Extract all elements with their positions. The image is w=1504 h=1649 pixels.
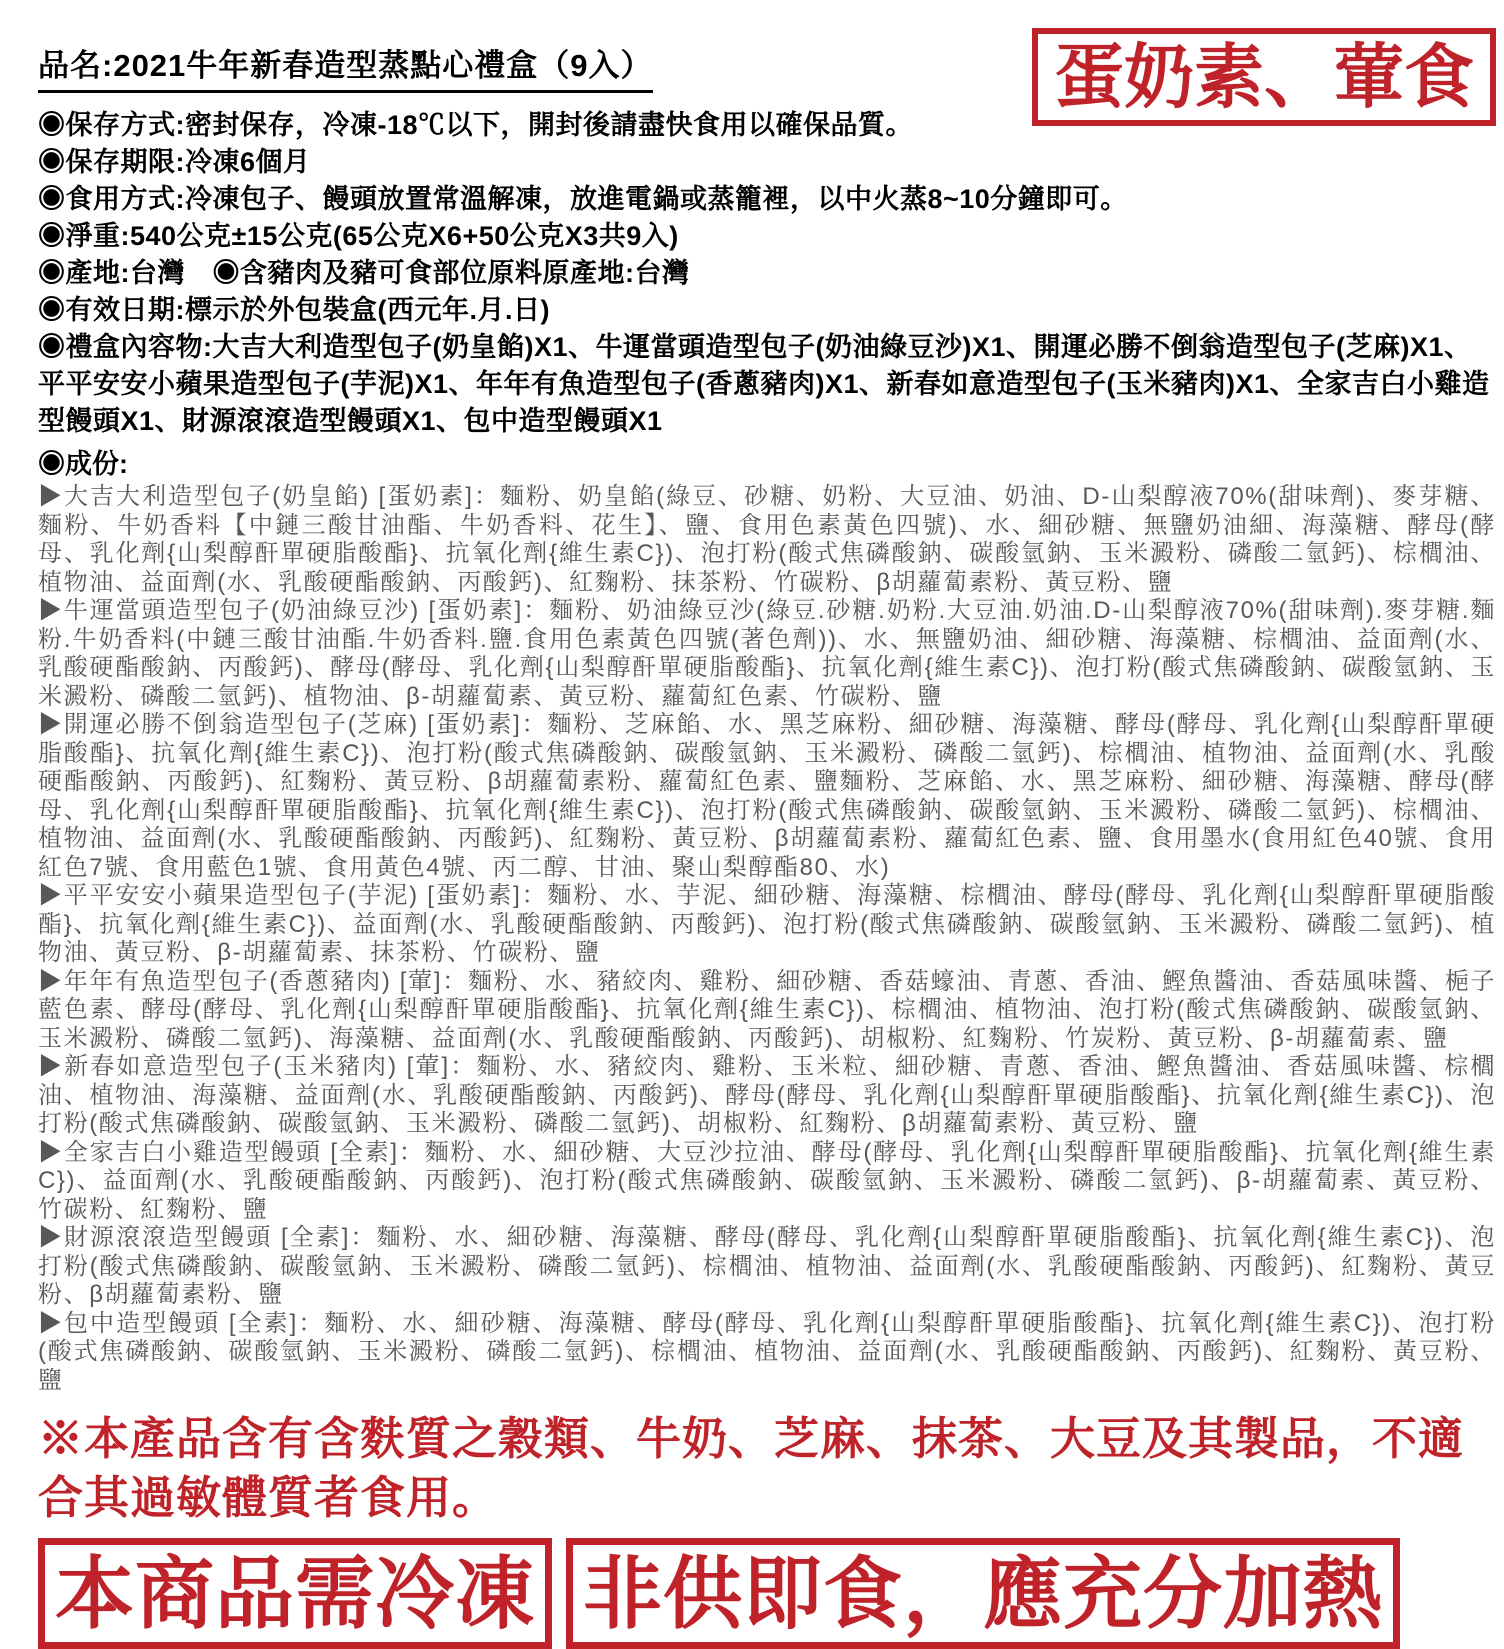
info-line-origin: ◉產地:台灣 ◉含豬肉及豬可食部位原料原產地:台灣 xyxy=(38,258,690,288)
ingredient-item-apple-taro-bun: ▶平平安安小蘋果造型包子(芋泥) [蛋奶素]：麵粉、水、芋泥、細砂糖、海藻糖、棕櫚油、酵母(酵母、乳化劑{山梨醇酐單硬脂酸酯}、抗氧化劑{維生素C})、益面劑(水、乳酸硬酯酸鈉、丙酸鈣)、泡打粉(酸式焦磷酸鈉、碳酸氫鈉、玉米澱粉、磷酸二氫鈣)、植物油、黃豆粉、β-胡蘿蔔素、抹茶粉、竹碳粉、鹽 xyxy=(38,882,1496,966)
allergen-warning: ※本產品含有含麩質之穀類、牛奶、芝麻、抹茶、大豆及其製品，不適合其過敏體質者食用。 xyxy=(38,1413,1465,1524)
info-line-expiry-date: ◉有效日期:標示於外包裝盒(西元年.月.日) xyxy=(38,295,550,325)
info-line-net-weight: ◉淨重:540公克±15公克(65公克X6+50公克X3共9入) xyxy=(38,221,679,251)
info-line-shelf-life: ◉保存期限:冷凍6個月 xyxy=(38,147,311,177)
bottom-notices xyxy=(38,1538,1496,1649)
ingredient-item-chick-mantou: ▶全家吉白小雞造型饅頭 [全素]：麵粉、水、細砂糖、大豆沙拉油、酵母(酵母、乳化劑{山梨醇酐單硬脂酸酯}、抗氧化劑{維生素C})、益面劑(水、乳酸硬酯酸鈉、丙酸鈣)、泡打粉(酸式焦磷酸鈉、碳酸氫鈉、玉米澱粉、磷酸二氫鈣)、β-胡蘿蔔素、黃豆粉、竹碳粉、紅麴粉、鹽 xyxy=(38,1138,1496,1223)
diet-type-badge: 蛋奶素、葷食 xyxy=(1032,28,1496,126)
ingredient-item-dajidali-bun: ▶大吉大利造型包子(奶皇餡) [蛋奶素]：麵粉、奶皇餡(綠豆、砂糖、奶粉、大豆油、奶油、D-山梨醇液70%(甜味劑)、麥芽糖、麵粉、牛奶香料【中鏈三酸甘油酯、牛奶香料、花生】、鹽、食用色素黃色四號)、水、細砂糖、無鹽奶油細、海藻糖、酵母(酵母、乳化劑{山梨醇酐單硬脂酸酯}、抗氧化劑{維生素C})、泡打粉(酸式焦磷酸鈉、碳酸氫鈉、玉米澱粉、磷酸二氫鈣)、棕櫚油、植物油、益面劑(水、乳酸硬酯酸鈉、丙酸鈣)、紅麴粉、抹茶粉、竹碳粉、β胡蘿蔔素粉、黃豆粉、鹽 xyxy=(38,483,1496,596)
ingredient-item-fish-pork-bun: ▶年年有魚造型包子(香蔥豬肉) [葷]：麵粉、水、豬絞肉、雞粉、細砂糖、香菇蠔油、青蔥、香油、鰹魚醬油、香菇風味醬、梔子藍色素、酵母(酵母、乳化劑{山梨醇酐單硬脂酸酯}、抗氧化劑{維生素C})、棕櫚油、植物油、泡打粉(酸式焦磷酸鈉、碳酸氫鈉、玉米澱粉、磷酸二氫鈣)、海藻糖、益面劑(水、乳酸硬酯酸鈉、丙酸鈣)、胡椒粉、紅麴粉、竹炭粉、黃豆粉、β-胡蘿蔔素、鹽 xyxy=(38,967,1496,1052)
ingredient-item-niuyundangtou-bun: ▶牛運當頭造型包子(奶油綠豆沙) [蛋奶素]：麵粉、奶油綠豆沙(綠豆.砂糖.奶粉.大豆油.奶油.D-山梨醇液70%(甜味劑).麥芽糖.麵粉.牛奶香料(中鏈三酸甘油酯.牛奶香料.鹽.食用色素黃色四號(著色劑))、水、無鹽奶油、細砂糖、海藻糖、棕櫚油、益面劑(水、乳酸硬酯酸鈉、丙酸鈣)、酵母(酵母、乳化劑{山梨醇酐單硬脂酸酯}、抗氧化劑{維生素C})、泡打粉(酸式焦磷酸鈉、碳酸氫鈉、玉米澱粉、磷酸二氫鈣)、植物油、β-胡蘿蔔素、黃豆粉、蘿蔔紅色素、竹碳粉、鹽 xyxy=(38,597,1497,710)
info-line-storage-method: ◉保存方式:密封保存，冷凍-18℃以下，開封後請盡快食用以確保品質。 xyxy=(38,110,914,140)
ingredient-item-caiyuan-mantou: ▶財源滾滾造型饅頭 [全素]：麵粉、水、細砂糖、海藻糖、酵母(酵母、乳化劑{山梨醇酐單硬脂酸酯}、抗氧化劑{維生素C})、泡打粉(酸式焦磷酸鈉、碳酸氫鈉、玉米澱粉、磷酸二氫鈣)、棕櫚油、植物油、益面劑(水、乳酸硬酯酸鈉、丙酸鈣)、紅麴粉、黃豆粉、β胡蘿蔔素粉、鹽 xyxy=(38,1224,1496,1308)
info-line-consumption-method: ◉食用方式:冷凍包子、饅頭放置常溫解凍，放進電鍋或蒸籠裡，以中火蒸8~10分鐘即可。 xyxy=(38,184,1128,214)
ingredient-item-tumbler-sesame-bun: ▶開運必勝不倒翁造型包子(芝麻) [蛋奶素]：麵粉、芝麻餡、水、黑芝麻粉、細砂糖、海藻糖、酵母(酵母、乳化劑{山梨醇酐單硬脂酸酯}、抗氧化劑{維生素C})、泡打粉(酸式焦磷酸鈉、碳酸氫鈉、玉米澱粉、磷酸二氫鈣)、棕櫚油、植物油、益面劑(水、乳酸硬酯酸鈉、丙酸鈣)、紅麴粉、黃豆粉、β胡蘿蔔素粉、蘿蔔紅色素、鹽麵粉、芝麻餡、水、黑芝麻粉、細砂糖、海藻糖、酵母(酵母、乳化劑{山梨醇酐單硬脂酸酯}、抗氧化劑{維生素C})、泡打粉(酸式焦磷酸鈉、碳酸氫鈉、玉米澱粉、磷酸二氫鈣)、棕櫚油、植物油、益面劑(水、乳酸硬酯酸鈉、丙酸鈣)、紅麴粉、黃豆粉、β胡蘿蔔素粉、蘿蔔紅色素、鹽、食用墨水(食用紅色40號、食用紅色7號、食用藍色1號、食用黃色4號、丙二醇、甘油、聚山梨醇酯80、水) xyxy=(38,711,1496,881)
info-line-box-contents: ◉禮盒內容物:大吉大利造型包子(奶皇餡)X1、牛運當頭造型包子(奶油綠豆沙)X1、開運必勝不倒翁造型包子(芝麻)X1、平平安安小蘋果造型包子(芋泥)X1、年年有魚造型包子(香蔥豬肉)X1、新春如意造型包子(玉米豬肉)X1、全家吉白小雞造型饅頭X1、財源滾滾造型饅頭X1、包中造型饅頭X1 xyxy=(38,332,1490,436)
ingredients-heading: ◉成份: xyxy=(38,449,128,479)
heat-before-eating-notice-box: 非供即食，應充分加熱 xyxy=(566,1538,1400,1649)
ingredient-item-corn-pork-bun: ▶新春如意造型包子(玉米豬肉) [葷]：麵粉、水、豬絞肉、雞粉、玉米粒、細砂糖、青蔥、香油、鰹魚醬油、香菇風味醬、棕櫚油、植物油、海藻糖、益面劑(水、乳酸硬酯酸鈉、丙酸鈣)、酵母(酵母、乳化劑{山梨醇酐單硬脂酸酯}、抗氧化劑{維生素C})、泡打粉(酸式焦磷酸鈉、碳酸氫鈉、玉米澱粉、磷酸二氫鈣)、胡椒粉、紅麴粉、β胡蘿蔔素粉、黃豆粉、鹽 xyxy=(38,1053,1496,1137)
ingredients-section xyxy=(38,442,1496,1395)
product-name-title: 品名:2021牛年新春造型蒸點心禮盒（9入） xyxy=(38,40,653,93)
frozen-storage-notice-box: 本商品需冷凍 xyxy=(38,1538,552,1649)
ingredient-item-baozhong-mantou: ▶包中造型饅頭 [全素]：麵粉、水、細砂糖、海藻糖、酵母(酵母、乳化劑{山梨醇酐單硬脂酸酯}、抗氧化劑{維生素C})、泡打粉(酸式焦磷酸鈉、碳酸氫鈉、玉米澱粉、磷酸二氫鈣)、棕櫚油、植物油、益面劑(水、乳酸硬酯酸鈉、丙酸鈣)、紅麴粉、黃豆粉、鹽 xyxy=(38,1309,1496,1394)
product-info-section xyxy=(38,107,1496,440)
